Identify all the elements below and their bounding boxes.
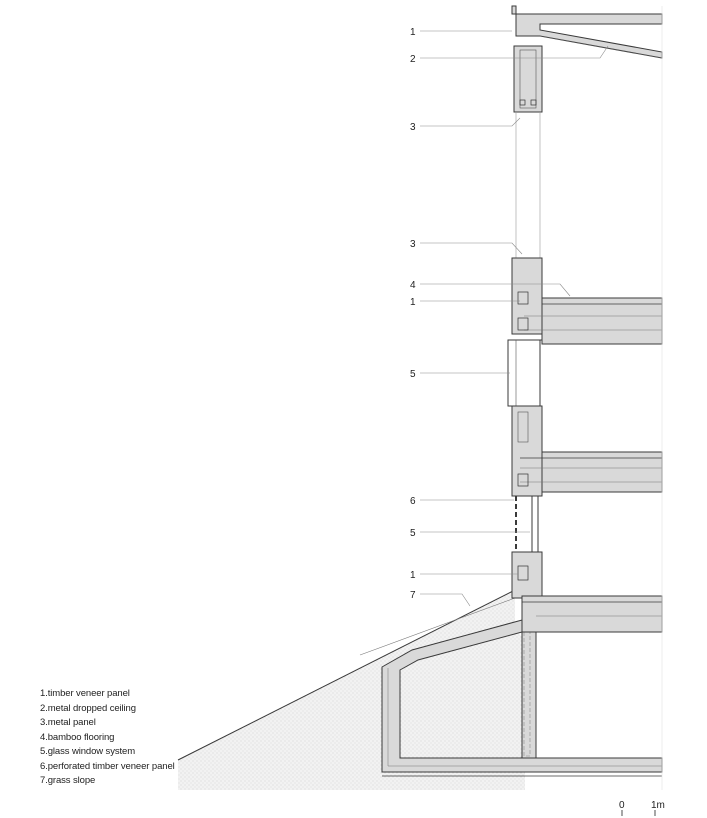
callout-3b: 3 xyxy=(410,239,416,250)
upper-floor-slab xyxy=(542,298,662,344)
callout-3a: 3 xyxy=(410,122,416,133)
scale-bar xyxy=(619,800,665,816)
ground-floor-slab xyxy=(522,596,662,632)
callout-5a: 5 xyxy=(410,369,416,380)
legend-item: 3.metal panel xyxy=(40,717,96,728)
upper-edge-beam xyxy=(512,258,542,334)
roof-parapet-beam xyxy=(514,46,542,112)
legend-item: 5.glass window system xyxy=(40,746,136,757)
scale-start-label: 0 xyxy=(619,800,625,811)
middle-edge-beam xyxy=(512,406,542,496)
callout-numbers xyxy=(410,27,416,601)
callout-1b: 1 xyxy=(410,297,416,308)
callout-7: 7 xyxy=(410,590,416,601)
ground-edge-beam xyxy=(512,552,542,598)
legend-item: 4.bamboo flooring xyxy=(40,731,115,743)
callout-4: 4 xyxy=(410,280,416,291)
legend-item: 2.metal dropped ceiling xyxy=(40,702,136,714)
legend-item: 6.perforated timber veneer panel xyxy=(40,760,175,772)
callout-6: 6 xyxy=(410,496,416,507)
scale-end-label: 1m xyxy=(651,800,665,811)
legend-item: 7.grass slope xyxy=(40,775,96,786)
glass-window-upper xyxy=(508,340,540,406)
callout-5b: 5 xyxy=(410,528,416,539)
glass-window-lower xyxy=(532,496,538,552)
callout-2: 2 xyxy=(410,54,416,65)
legend-item: 1.timber veneer panel xyxy=(40,688,130,699)
legend xyxy=(40,687,175,789)
callout-1a: 1 xyxy=(410,27,416,38)
callout-1c: 1 xyxy=(410,570,416,581)
